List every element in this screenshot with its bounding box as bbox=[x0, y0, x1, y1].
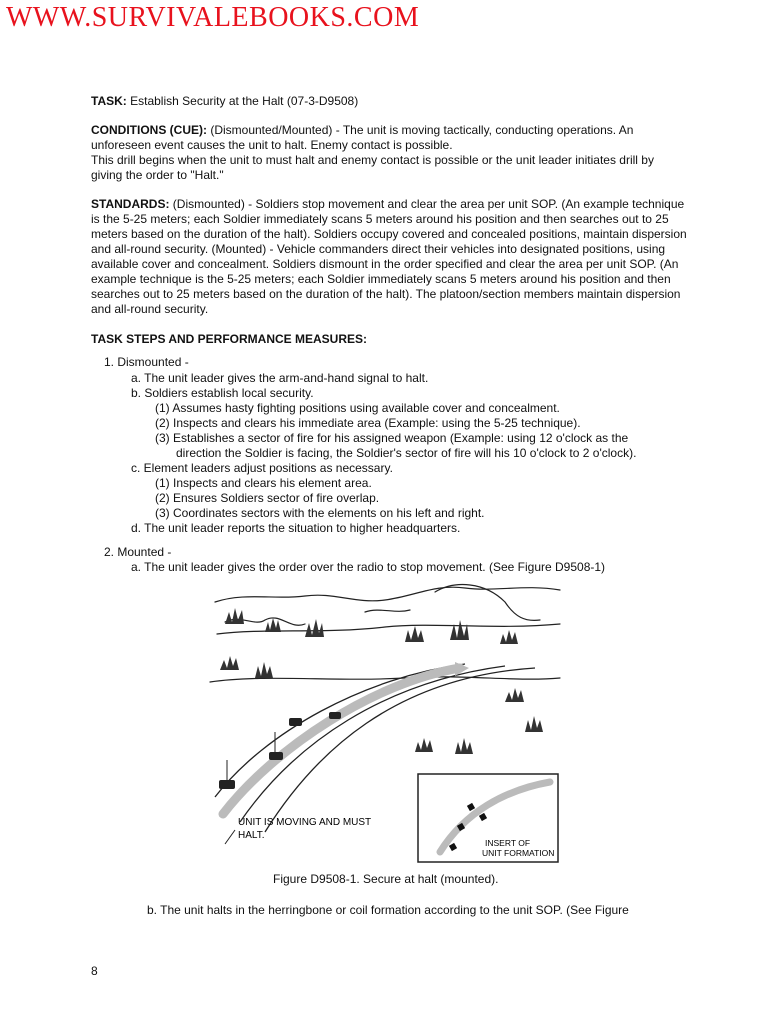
insert-label-1: INSERT OF bbox=[485, 838, 531, 848]
standards-text: (Dismounted) - Soldiers stop movement and clear the area per unit SOP. (An example technique is the 5-25 meters; each Soldier immediately scans 5 meters around his position and then searches out to 25 meters based on the duration of the halt). Soldiers occupy covered and concealed positions, maintain dispersion and all-round security. (Mounted) - Vehicle commanders direct their vehicles into designated positions, using available cover and concealment. Soldiers dismount in the order specified and clear the area per unit SOP. (An example technique is the 5-25 meters; each Soldier immediately scans 5 meters around his position and then searches out to 25 meters based on the duration of the halt). The platoon/section members maintain dispersion and all-round security. bbox=[91, 197, 687, 316]
conditions-text-2: This drill begins when the unit to must halt and enemy contact is possible or the unit leader initiates drill by giving the order to "Halt." bbox=[91, 153, 654, 182]
figure-caption: Figure D9508-1. Secure at halt (mounted). bbox=[273, 872, 499, 886]
step-2b: b. The unit halts in the herringbone or coil formation according to the unit SOP. (See Figure bbox=[147, 903, 629, 917]
figure-illustration bbox=[205, 582, 565, 867]
step-1d: d. The unit leader reports the situation to higher headquarters. bbox=[131, 521, 461, 535]
step-1c3: (3) Coordinates sectors with the elements on his left and right. bbox=[155, 506, 485, 520]
task-text: Establish Security at the Halt (07-3-D9508) bbox=[126, 94, 359, 108]
step-1b: b. Soldiers establish local security. bbox=[131, 386, 314, 400]
step-1c: c. Element leaders adjust positions as necessary. bbox=[131, 461, 393, 475]
step-1a: a. The unit leader gives the arm-and-hand signal to halt. bbox=[131, 371, 429, 385]
step-1b3: (3) Establishes a sector of fire for his assigned weapon (Example: using 12 o'clock as the bbox=[155, 431, 629, 445]
conditions-text: (Dismounted/Mounted) - The unit is moving tactically, conducting operations. An unforeseen event causes the unit to halt. Enemy contact is possible. bbox=[91, 123, 634, 152]
conditions-label: CONDITIONS (CUE): bbox=[91, 123, 207, 137]
figure-label-1: UNIT IS MOVING AND MUST bbox=[238, 817, 372, 828]
step-2: 2. Mounted - bbox=[104, 545, 172, 559]
step-1c1: (1) Inspects and clears his element area. bbox=[155, 476, 372, 490]
step-1b1: (1) Assumes hasty fighting positions using available cover and concealment. bbox=[155, 401, 560, 415]
steps-heading: TASK STEPS AND PERFORMANCE MEASURES: bbox=[91, 332, 368, 346]
page-number: 8 bbox=[91, 964, 98, 978]
task-line bbox=[91, 94, 358, 109]
step-1b3-cont: direction the Soldier is facing, the Soldier's sector of fire will his 10 o'clock to 2 o'clock). bbox=[176, 446, 637, 460]
step-1: 1. Dismounted - bbox=[104, 355, 189, 369]
step-1b2: (2) Inspects and clears his immediate area (Example: using the 5-25 technique). bbox=[155, 416, 581, 430]
task-label: TASK: bbox=[91, 94, 127, 108]
watermark[interactable]: WWW.SURVIVALEBOOKS.COM bbox=[6, 2, 420, 33]
step-1c2: (2) Ensures Soldiers sector of fire overlap. bbox=[155, 491, 380, 505]
step-2a: a. The unit leader gives the order over the radio to stop movement. (See Figure D9508-1) bbox=[131, 560, 606, 574]
standards-label: STANDARDS: bbox=[91, 197, 170, 211]
figure-label-2: HALT. bbox=[238, 830, 265, 841]
insert-label-2: UNIT FORMATION bbox=[482, 848, 555, 858]
conditions-paragraph bbox=[91, 123, 681, 183]
standards-paragraph bbox=[91, 197, 691, 317]
